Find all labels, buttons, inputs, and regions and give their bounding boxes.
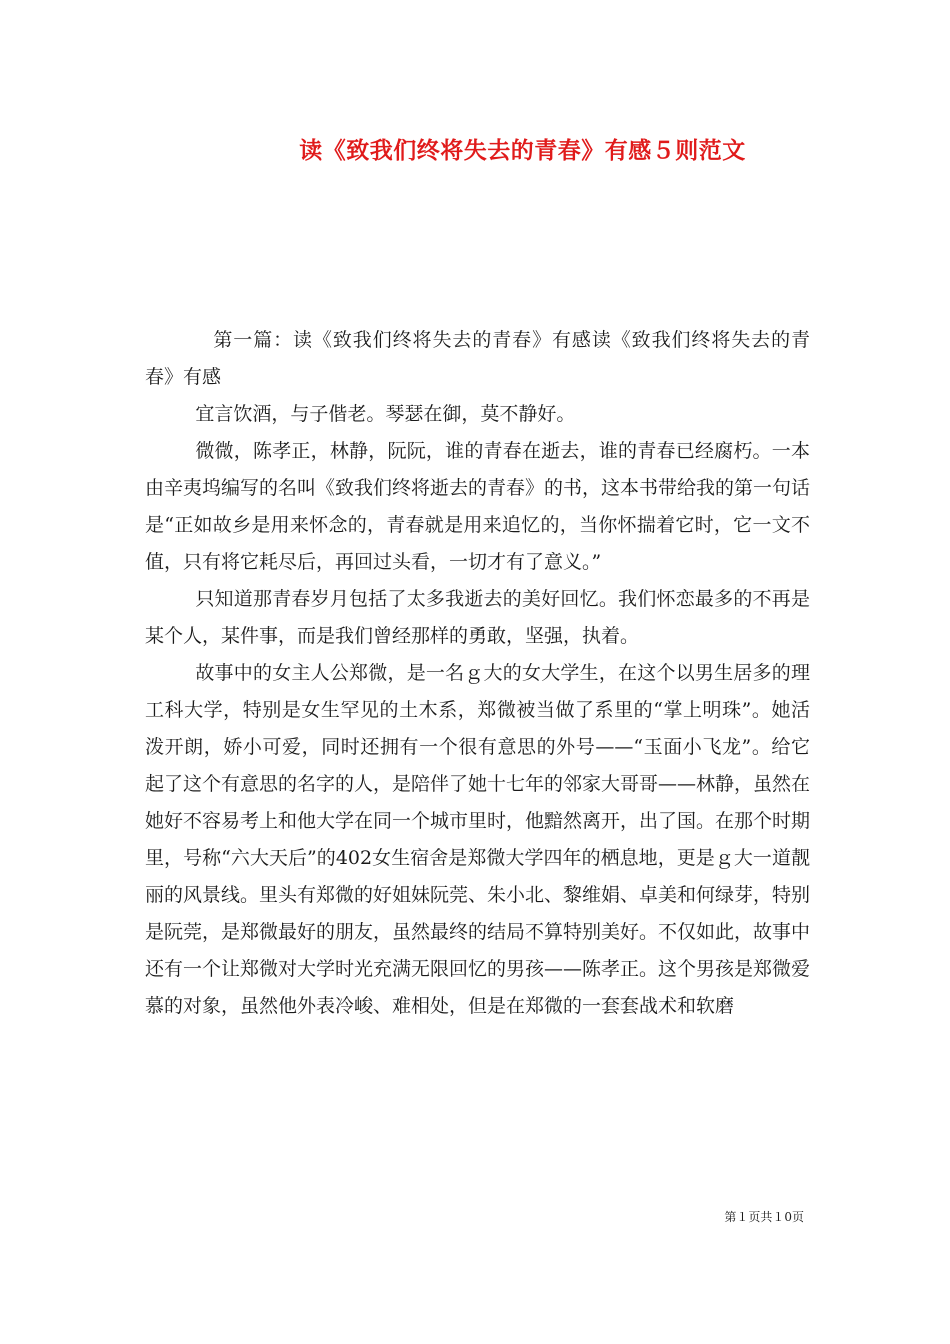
paragraph: 故事中的女主人公郑微，是一名ｇ大的女大学生，在这个以男生居多的理工科大学，特别是女生罕见的土木系，郑微被当做了系里的“掌上明珠”。她活泼开朗，娇小可爱，同时还拥有一个很有意思的外号——“玉面小飞龙”。给它起了这个有意思的名字的人，是陪伴了她十七年的邻家大哥哥——林静，虽然在她好不容易考上和他大学在同一个城市里时，他黯然离开，出了国。在那个时期里，号称“六大天后”的402女生宿舍是郑微大学四年的栖息地，更是ｇ大一道靓丽的风景线。里头有郑微的好姐妹阮莞、朱小北、黎维娟、卓美和何绿芽，特别是阮莞，是郑微最好的朋友，虽然最终的结局不算特别美好。不仅如此，故事中还有一个让郑微对大学时光充满无限回忆的男孩——陈孝正。这个男孩是郑微爱慕的对象，虽然他外表冷峻、难相处，但是在郑微的一套套战术和软磨	[145, 662, 811, 1017]
paragraph: 微微，陈孝正，林静，阮阮，谁的青春在逝去，谁的青春已经腐朽。一本由辛夷坞编写的名叫《致我们终将逝去的青春》的书，这本书带给我的第一句话是“正如故乡是用来怀念的，青春就是用来追忆的，当你怀揣着它时，它一文不值，只有将它耗尽后，再回过头看，一切才有了意义。”	[145, 440, 811, 573]
document-body	[145, 322, 810, 1025]
page-number: 第１页共１0页	[724, 1210, 804, 1224]
section-heading: 第一篇：读《致我们终将失去的青春》有感读《致我们终将失去的青春》有感	[145, 329, 810, 388]
page-title: 读《致我们终将失去的青春》有感５则范文	[299, 137, 746, 164]
paragraph: 宜言饮酒，与子偕老。琴瑟在御，莫不静好。	[195, 403, 576, 425]
paragraph: 只知道那青春岁月包括了太多我逝去的美好回忆。我们怀恋最多的不再是某个人，某件事，而是我们曾经那样的勇敢，坚强，执着。	[145, 588, 810, 647]
